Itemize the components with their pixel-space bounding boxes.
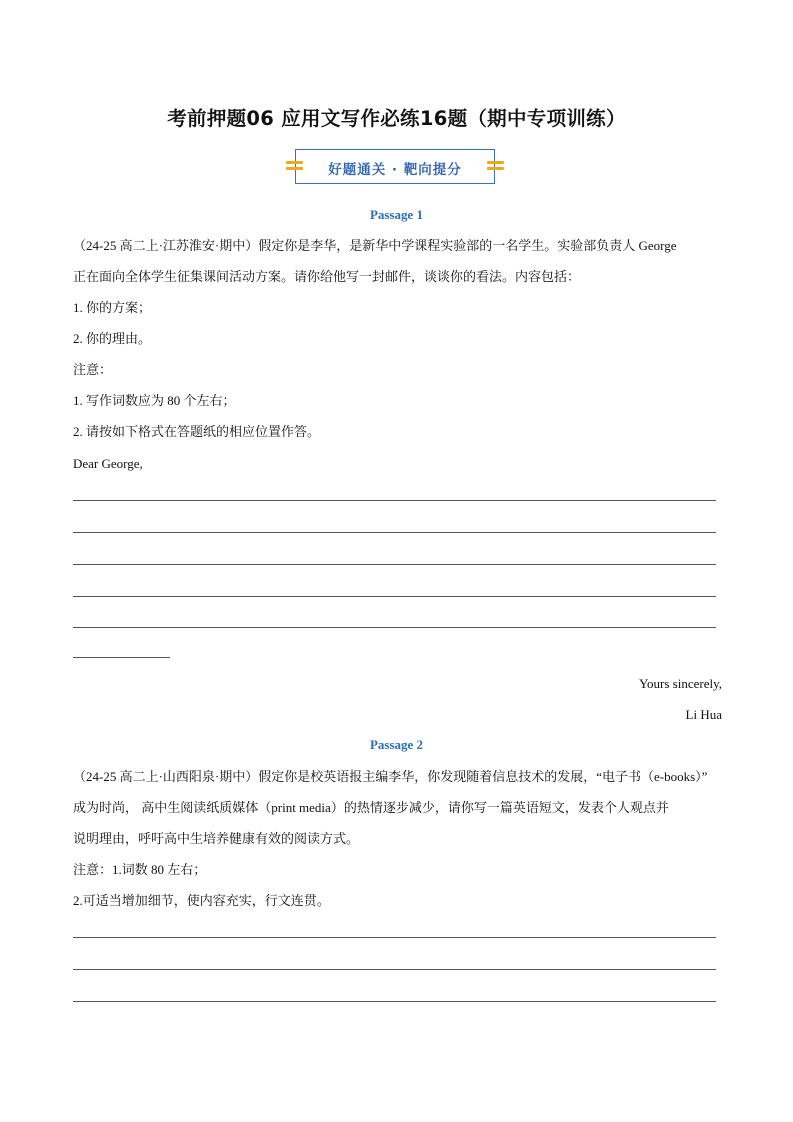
passage-2-prompt-line-2: 成为时尚， 高中生阅读纸质媒体（print media）的热情逐步减少，请你写一篇英语短文，发表个人观点并 bbox=[73, 800, 669, 815]
letter-greeting: Dear George, bbox=[73, 456, 143, 471]
passage-2-note-2: 2.可适当增加细节，使内容充实，行文连贯。 bbox=[73, 893, 330, 908]
passage-2-heading: Passage 2 bbox=[369, 737, 424, 752]
page-title: 考前押题06 应用文写作必练16题（期中专项训练） bbox=[167, 107, 626, 130]
passage-1-prompt-line-1: （24-25 高二上·江苏淮安·期中）假定你是李华，是新华中学课程实验部的一名学生。实验部负责人 George bbox=[73, 238, 677, 253]
passage-1-item-2: 2. 你的理由。 bbox=[73, 331, 152, 346]
answer-line bbox=[73, 937, 716, 938]
passage-1-note-label: 注意： bbox=[73, 362, 113, 377]
passage-1-heading: Passage 1 bbox=[369, 207, 424, 222]
answer-line bbox=[73, 500, 716, 501]
answer-line bbox=[73, 1001, 716, 1002]
passage-2-note-1: 注意：1.词数 80 左右； bbox=[73, 862, 207, 877]
right-decoration-icon bbox=[487, 160, 504, 172]
answer-line bbox=[73, 627, 716, 628]
passage-1-note-2: 2. 请按如下格式在答题纸的相应位置作答。 bbox=[73, 424, 321, 439]
letter-closing: Yours sincerely, bbox=[638, 676, 722, 691]
passage-2-prompt-line-1: （24-25 高二上·山西阳泉·期中）假定你是校英语报主编李华，你发现随着信息技术的发展，“电子书（e-books）” bbox=[73, 769, 708, 784]
answer-line bbox=[73, 969, 716, 970]
answer-line bbox=[73, 564, 716, 565]
passage-2-prompt-line-3: 说明理由，呼吁高中生培养健康有效的阅读方式。 bbox=[73, 831, 360, 846]
passage-1-prompt-line-2: 正在面向全体学生征集课间活动方案。请你给他写一封邮件，谈谈你的看法。内容包括： bbox=[73, 269, 581, 284]
passage-1-note-1: 1. 写作词数应为 80 个左右； bbox=[73, 393, 236, 408]
answer-line-short bbox=[73, 657, 170, 658]
banner-text: 好题通关 · 靶向提分 bbox=[328, 162, 462, 178]
letter-signature: Li Hua bbox=[685, 707, 722, 722]
answer-line bbox=[73, 596, 716, 597]
answer-line bbox=[73, 532, 716, 533]
passage-1-item-1: 1. 你的方案； bbox=[73, 300, 152, 315]
section-banner bbox=[295, 149, 495, 184]
